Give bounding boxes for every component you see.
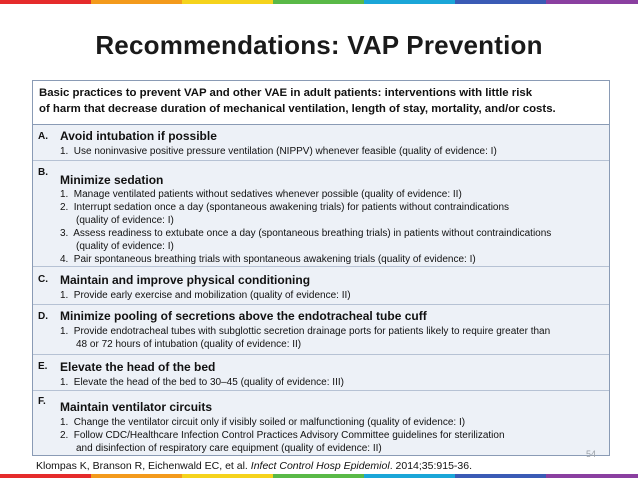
list-item: 3. Assess readiness to extubate once a day (spontaneous breathing trials) in patients without contraindications (quality of evidence: I) [60, 228, 552, 252]
list-item: 1. Provide endotracheal tubes with subglottic secretion drainage ports for patients likely to require greater than 48 or 72 hours of intubation (quality of evidence: II) [60, 326, 551, 350]
section-items [60, 145, 606, 158]
list-item: 2. Follow CDC/Healthcare Infection Control Practices Advisory Committee guidelines for sterilization and disinfection of respiratory care equipment (quality of evidence: II) [60, 430, 505, 454]
band-segment-purple [546, 0, 638, 4]
band-segment-yellow [182, 0, 273, 4]
recommendations-panel [32, 80, 610, 456]
section-d [33, 305, 609, 355]
band-segment-orange [91, 474, 182, 478]
band-segment-blue [455, 474, 546, 478]
list-item: 1. Manage ventilated patients without sedatives whenever possible (quality of evidence: II) [60, 189, 462, 200]
section-letter: A. [38, 131, 48, 142]
section-items [60, 289, 606, 302]
intro-line-2: of harm that decrease duration of mechanical ventilation, length of stay, mortality, and/or costs. [39, 103, 556, 115]
band-segment-green [273, 474, 364, 478]
bottom-color-band [0, 474, 638, 478]
list-item: 4. Pair spontaneous breathing trials with spontaneous awakening trials (quality of evidence: I) [60, 254, 476, 265]
band-segment-purple [546, 474, 638, 478]
section-f [33, 391, 609, 455]
band-segment-cyan [364, 474, 455, 478]
band-segment-blue [455, 0, 546, 4]
section-letter: D. [38, 311, 48, 322]
section-letter: C. [38, 274, 48, 285]
list-item: 1. Provide early exercise and mobilization (quality of evidence: II) [60, 290, 351, 301]
band-segment-orange [91, 0, 182, 4]
list-item: 1. Change the ventilator circuit only if visibly soiled or malfunctioning (quality of evidence: I) [60, 417, 466, 428]
intro-line-1: Basic practices to prevent VAP and other VAE in adult patients: interventions with little risk [39, 87, 533, 99]
section-items [60, 416, 606, 455]
section-items [60, 188, 606, 266]
section-c [33, 267, 609, 305]
intro-text [33, 81, 609, 125]
section-heading: Maintain and improve physical conditioning [60, 273, 311, 287]
citation-authors: Klompas K, Branson R, Eichenwald EC, et al. [36, 460, 248, 472]
section-heading: Maintain ventilator circuits [60, 400, 213, 414]
section-letter: F. [38, 396, 46, 407]
top-color-band [0, 0, 638, 4]
section-heading: Minimize sedation [60, 173, 164, 187]
section-heading: Elevate the head of the bed [60, 360, 216, 374]
section-heading: Avoid intubation if possible [60, 129, 217, 143]
section-letter: E. [38, 361, 48, 372]
band-segment-green [273, 0, 364, 4]
slide-title: Recommendations: VAP Prevention [95, 30, 543, 60]
band-segment-red [0, 0, 91, 4]
list-item: 2. Interrupt sedation once a day (spontaneous awakening trials) for patients without contraindications (quality of evidence: I) [60, 202, 510, 226]
band-segment-red [0, 474, 91, 478]
section-heading: Minimize pooling of secretions above the endotracheal tube cuff [60, 309, 427, 323]
section-a [33, 125, 609, 161]
band-segment-cyan [364, 0, 455, 4]
section-e [33, 355, 609, 391]
section-b [33, 161, 609, 267]
page-number: 54 [586, 449, 597, 459]
section-items [60, 325, 606, 351]
citation-journal: Infect Control Hosp Epidemiol [250, 460, 390, 472]
band-segment-yellow [182, 474, 273, 478]
section-letter: B. [38, 167, 48, 178]
citation-details: . 2014;35:915-36. [389, 460, 473, 472]
list-item: 1. Use noninvasive positive pressure ventilation (NIPPV) whenever feasible (quality of evidence: I) [60, 146, 497, 157]
section-items [60, 376, 606, 389]
list-item: 1. Elevate the head of the bed to 30–45 (quality of evidence: III) [60, 377, 344, 388]
citation [36, 460, 472, 472]
